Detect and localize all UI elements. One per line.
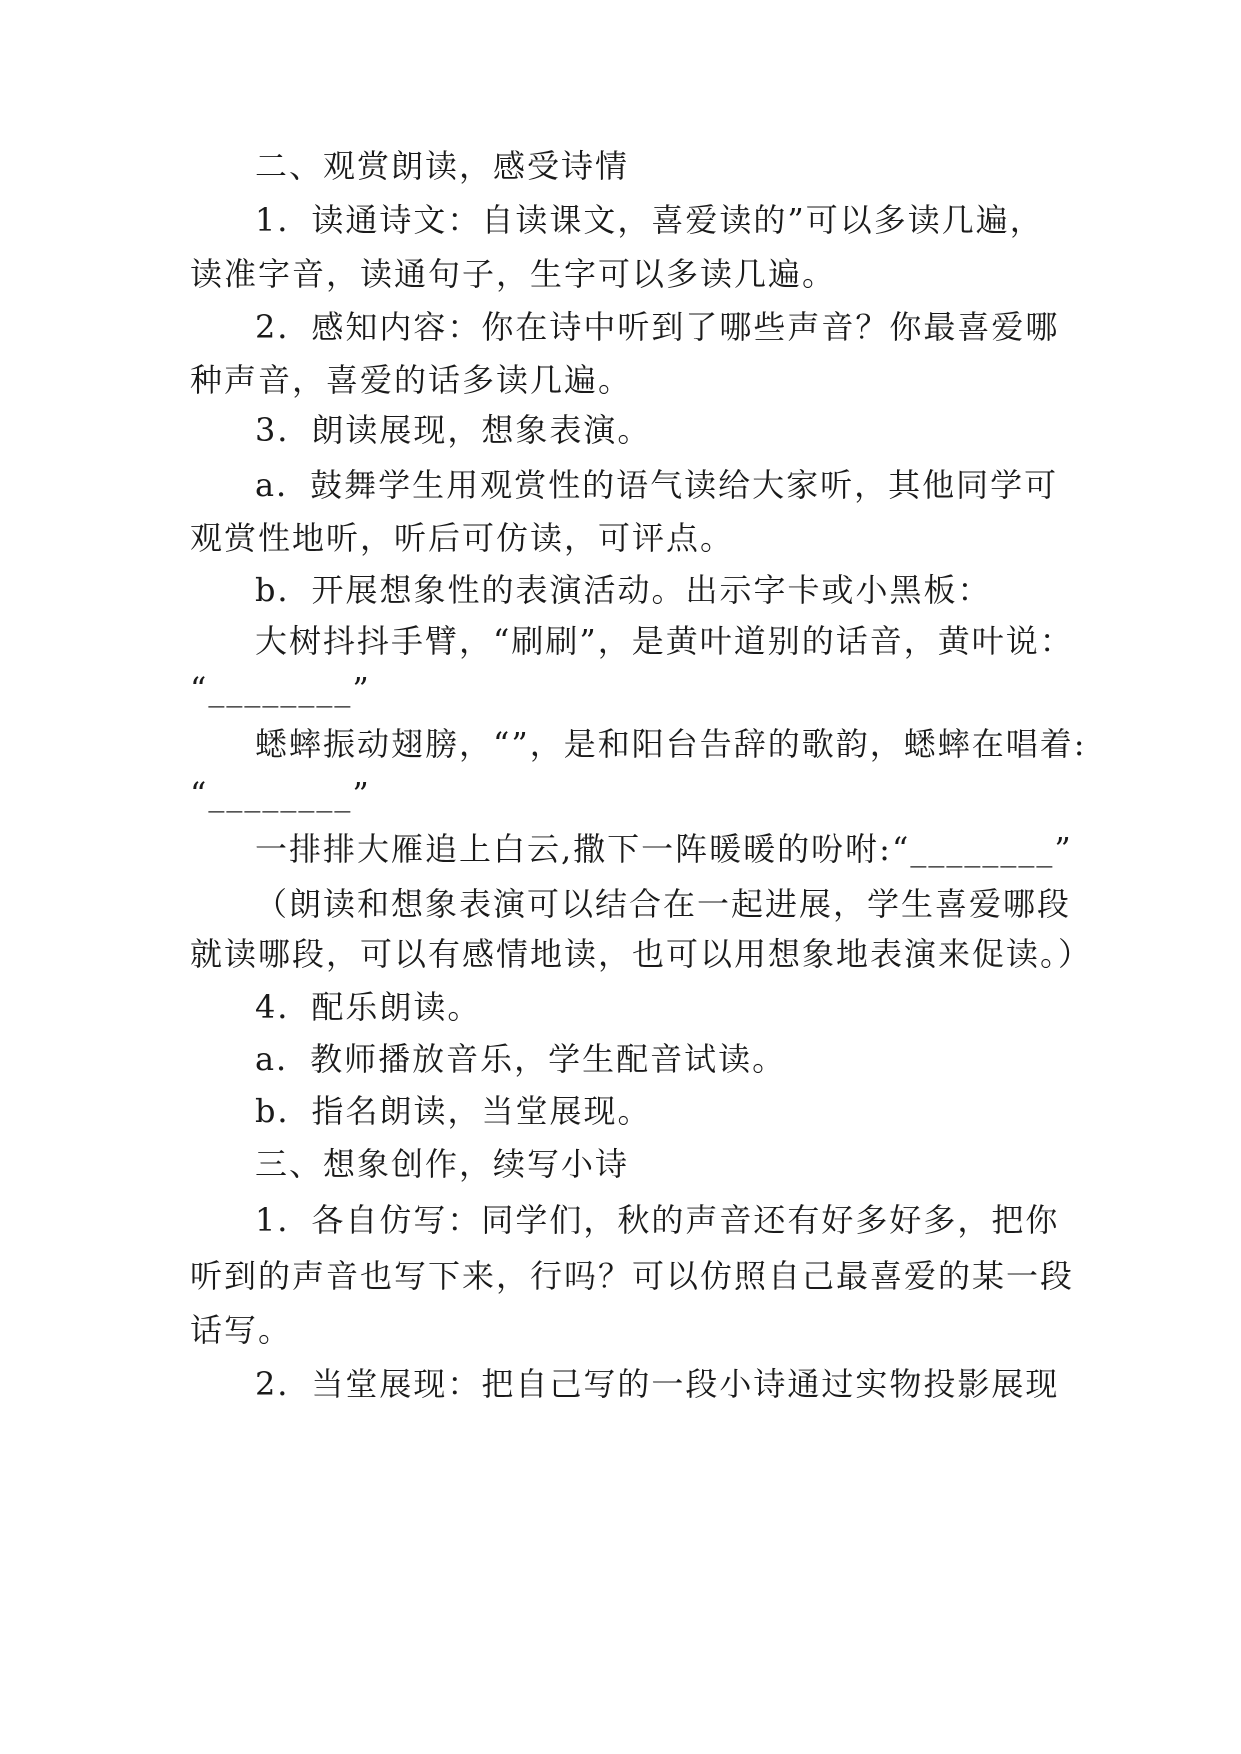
paragraph-line: 观赏性地听，听后可仿读，可评点。 (190, 519, 735, 557)
paragraph-line: 1．各自仿写：同学们，秋的声音还有好多好多，把你 (255, 1201, 1060, 1239)
paragraph-line: （朗读和想象表演可以结合在一起进展，学生喜爱哪段 (255, 885, 1072, 923)
paragraph-line: 2．当堂展现：把自己写的一段小诗通过实物投影展现 (255, 1365, 1060, 1403)
paragraph-line: 4．配乐朗读。 (255, 988, 482, 1026)
paragraph-line: 种声音，喜爱的话多读几遍。 (190, 361, 633, 399)
section-heading-2: 二、观赏朗读，感受诗情 (255, 147, 630, 185)
paragraph-line: 蟋蟀振动翅膀，“”，是和阳台告辞的歌韵，蟋蟀在唱着: (255, 725, 1087, 763)
paragraph-line: 就读哪段，可以有感情地读，也可以用想象地表演来促读。） (190, 935, 1093, 973)
paragraph-line: b．指名朗读，当堂展现。 (255, 1092, 652, 1130)
paragraph-line: 1．读通诗文：自读课文，喜爱读的”可以多读几遍， (255, 201, 1044, 239)
blank-line: “________” (190, 670, 371, 708)
paragraph-line: 听到的声音也写下来，行吗？可以仿照自己最喜爱的某一段 (190, 1257, 1075, 1295)
paragraph-line: 3．朗读展现，想象表演。 (255, 411, 652, 449)
paragraph-line: b．开展想象性的表演活动。出示字卡或小黑板： (255, 571, 992, 609)
paragraph-line: 话写。 (190, 1311, 293, 1349)
paragraph-line: a．教师播放音乐，学生配音试读。 (255, 1040, 787, 1078)
section-heading-3: 三、想象创作，续写小诗 (255, 1145, 630, 1183)
paragraph-line: 大树抖抖手臂，“刷刷”，是黄叶道别的话音，黄叶说： (255, 622, 1074, 660)
paragraph-line: a．鼓舞学生用观赏性的语气读给大家听，其他同学可 (255, 466, 1059, 504)
paragraph-line: 一排排大雁追上白云,撒下一阵暖暖的吩咐:“________” (255, 830, 1073, 868)
paragraph-line: 2．感知内容：你在诗中听到了哪些声音？你最喜爱哪 (255, 308, 1060, 346)
blank-line: “________” (190, 775, 371, 813)
paragraph-line: 读准字音，读通句子，生字可以多读几遍。 (190, 255, 837, 293)
